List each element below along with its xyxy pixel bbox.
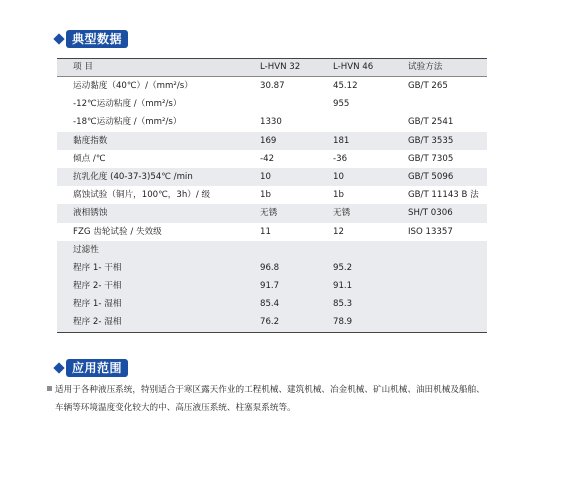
cell-property: -18℃运动粘度 /（mm²/s） bbox=[73, 117, 182, 128]
table-row bbox=[57, 113, 487, 131]
table-row bbox=[57, 241, 487, 259]
cell-method: GB/T 2541 bbox=[408, 117, 454, 128]
section-header-application bbox=[55, 359, 128, 377]
table-row bbox=[57, 186, 487, 204]
cell-hvn46: 10 bbox=[333, 171, 344, 182]
header-hvn32: L-HVN 32 bbox=[260, 62, 301, 72]
cell-hvn46: 12 bbox=[333, 226, 344, 237]
cell-hvn46: 45.12 bbox=[333, 81, 358, 91]
cell-hvn46: 78.9 bbox=[333, 317, 353, 328]
table-row bbox=[57, 295, 487, 313]
cell-hvn46: 91.1 bbox=[333, 281, 353, 292]
table-row bbox=[57, 132, 487, 150]
cell-hvn32: 10 bbox=[260, 171, 271, 182]
table-row bbox=[57, 204, 487, 222]
cell-hvn46: 无锈 bbox=[333, 208, 351, 219]
application-line: 车辆等环境温度变化较大的中、高压液压系统、柱塞泵系统等。 bbox=[55, 403, 296, 413]
cell-hvn32: 无锈 bbox=[260, 208, 278, 219]
cell-property: 程序 1- 干相 bbox=[73, 262, 122, 273]
cell-property: FZG 齿轮试验 / 失效级 bbox=[73, 226, 162, 237]
cell-hvn46: 85.3 bbox=[333, 299, 353, 310]
cell-hvn46: 1b bbox=[333, 190, 344, 201]
cell-method: GB/T 7305 bbox=[408, 153, 454, 164]
table-row bbox=[57, 277, 487, 295]
cell-method: GB/T 5096 bbox=[408, 171, 454, 182]
cell-hvn32: 76.2 bbox=[260, 317, 280, 328]
table-row bbox=[57, 77, 487, 95]
application-text bbox=[55, 381, 525, 417]
cell-property: 黏度指数 bbox=[73, 135, 108, 146]
cell-property: 运动黏度（40℃）/（mm²/s） bbox=[73, 81, 193, 91]
cell-property: 程序 1- 湿相 bbox=[73, 299, 122, 310]
cell-hvn32: 169 bbox=[260, 135, 277, 146]
cell-hvn46: 181 bbox=[333, 135, 350, 146]
cell-property: 抗乳化度 (40-37-3)54℃ /min bbox=[73, 171, 193, 182]
cell-hvn46: -36 bbox=[333, 153, 348, 164]
cell-property: 过滤性 bbox=[73, 244, 99, 255]
table-row bbox=[57, 313, 487, 331]
cell-property: 程序 2- 湿相 bbox=[73, 317, 122, 328]
square-bullet-icon bbox=[47, 386, 52, 391]
cell-property: 液相锈蚀 bbox=[73, 208, 108, 219]
cell-method: GB/T 3535 bbox=[408, 135, 454, 146]
cell-property: 腐蚀试验（铜片，100℃，3h）/ 级 bbox=[73, 190, 211, 201]
cell-method: ISO 13357 bbox=[408, 226, 453, 237]
cell-hvn32: 11 bbox=[260, 226, 271, 237]
cell-hvn32: 96.8 bbox=[260, 262, 280, 273]
cell-method: GB/T 265 bbox=[408, 81, 448, 91]
cell-property: 倾点 /℃ bbox=[73, 153, 106, 164]
cell-property: 程序 2- 干相 bbox=[73, 281, 122, 292]
section-title: 典型数据 bbox=[66, 30, 128, 48]
table-row bbox=[57, 150, 487, 168]
section-title: 应用范围 bbox=[66, 359, 128, 377]
header-hvn46: L-HVN 46 bbox=[333, 62, 374, 72]
diamond-bullet-icon bbox=[53, 362, 64, 373]
cell-method: SH/T 0306 bbox=[408, 208, 453, 219]
typical-data-table bbox=[57, 58, 487, 333]
cell-hvn32: -42 bbox=[260, 153, 275, 164]
cell-method: GB/T 11143 B 法 bbox=[408, 190, 479, 201]
table-header-row bbox=[57, 59, 487, 77]
cell-hvn32: 91.7 bbox=[260, 281, 280, 292]
header-method: 试验方法 bbox=[408, 62, 443, 72]
cell-hvn32: 85.4 bbox=[260, 299, 280, 310]
cell-hvn46: 95.2 bbox=[333, 262, 353, 273]
table-row bbox=[57, 168, 487, 186]
header-item: 项 目 bbox=[73, 62, 93, 72]
application-line: 适用于各种液压系统，特别适合于寒区露天作业的工程机械、建筑机械、冶金机械、矿山机械、油田机械及船舶、 bbox=[55, 385, 485, 395]
table-row bbox=[57, 223, 487, 241]
section-header-typical-data bbox=[55, 30, 128, 48]
cell-hvn32: 30.87 bbox=[260, 81, 285, 91]
diamond-bullet-icon bbox=[53, 33, 64, 44]
cell-hvn32: 1330 bbox=[260, 117, 282, 128]
cell-hvn46: 955 bbox=[333, 99, 350, 110]
table-row bbox=[57, 259, 487, 277]
cell-hvn32: 1b bbox=[260, 190, 271, 201]
table-row bbox=[57, 95, 487, 113]
cell-property: -12℃运动粘度 /（mm²/s） bbox=[73, 99, 182, 110]
